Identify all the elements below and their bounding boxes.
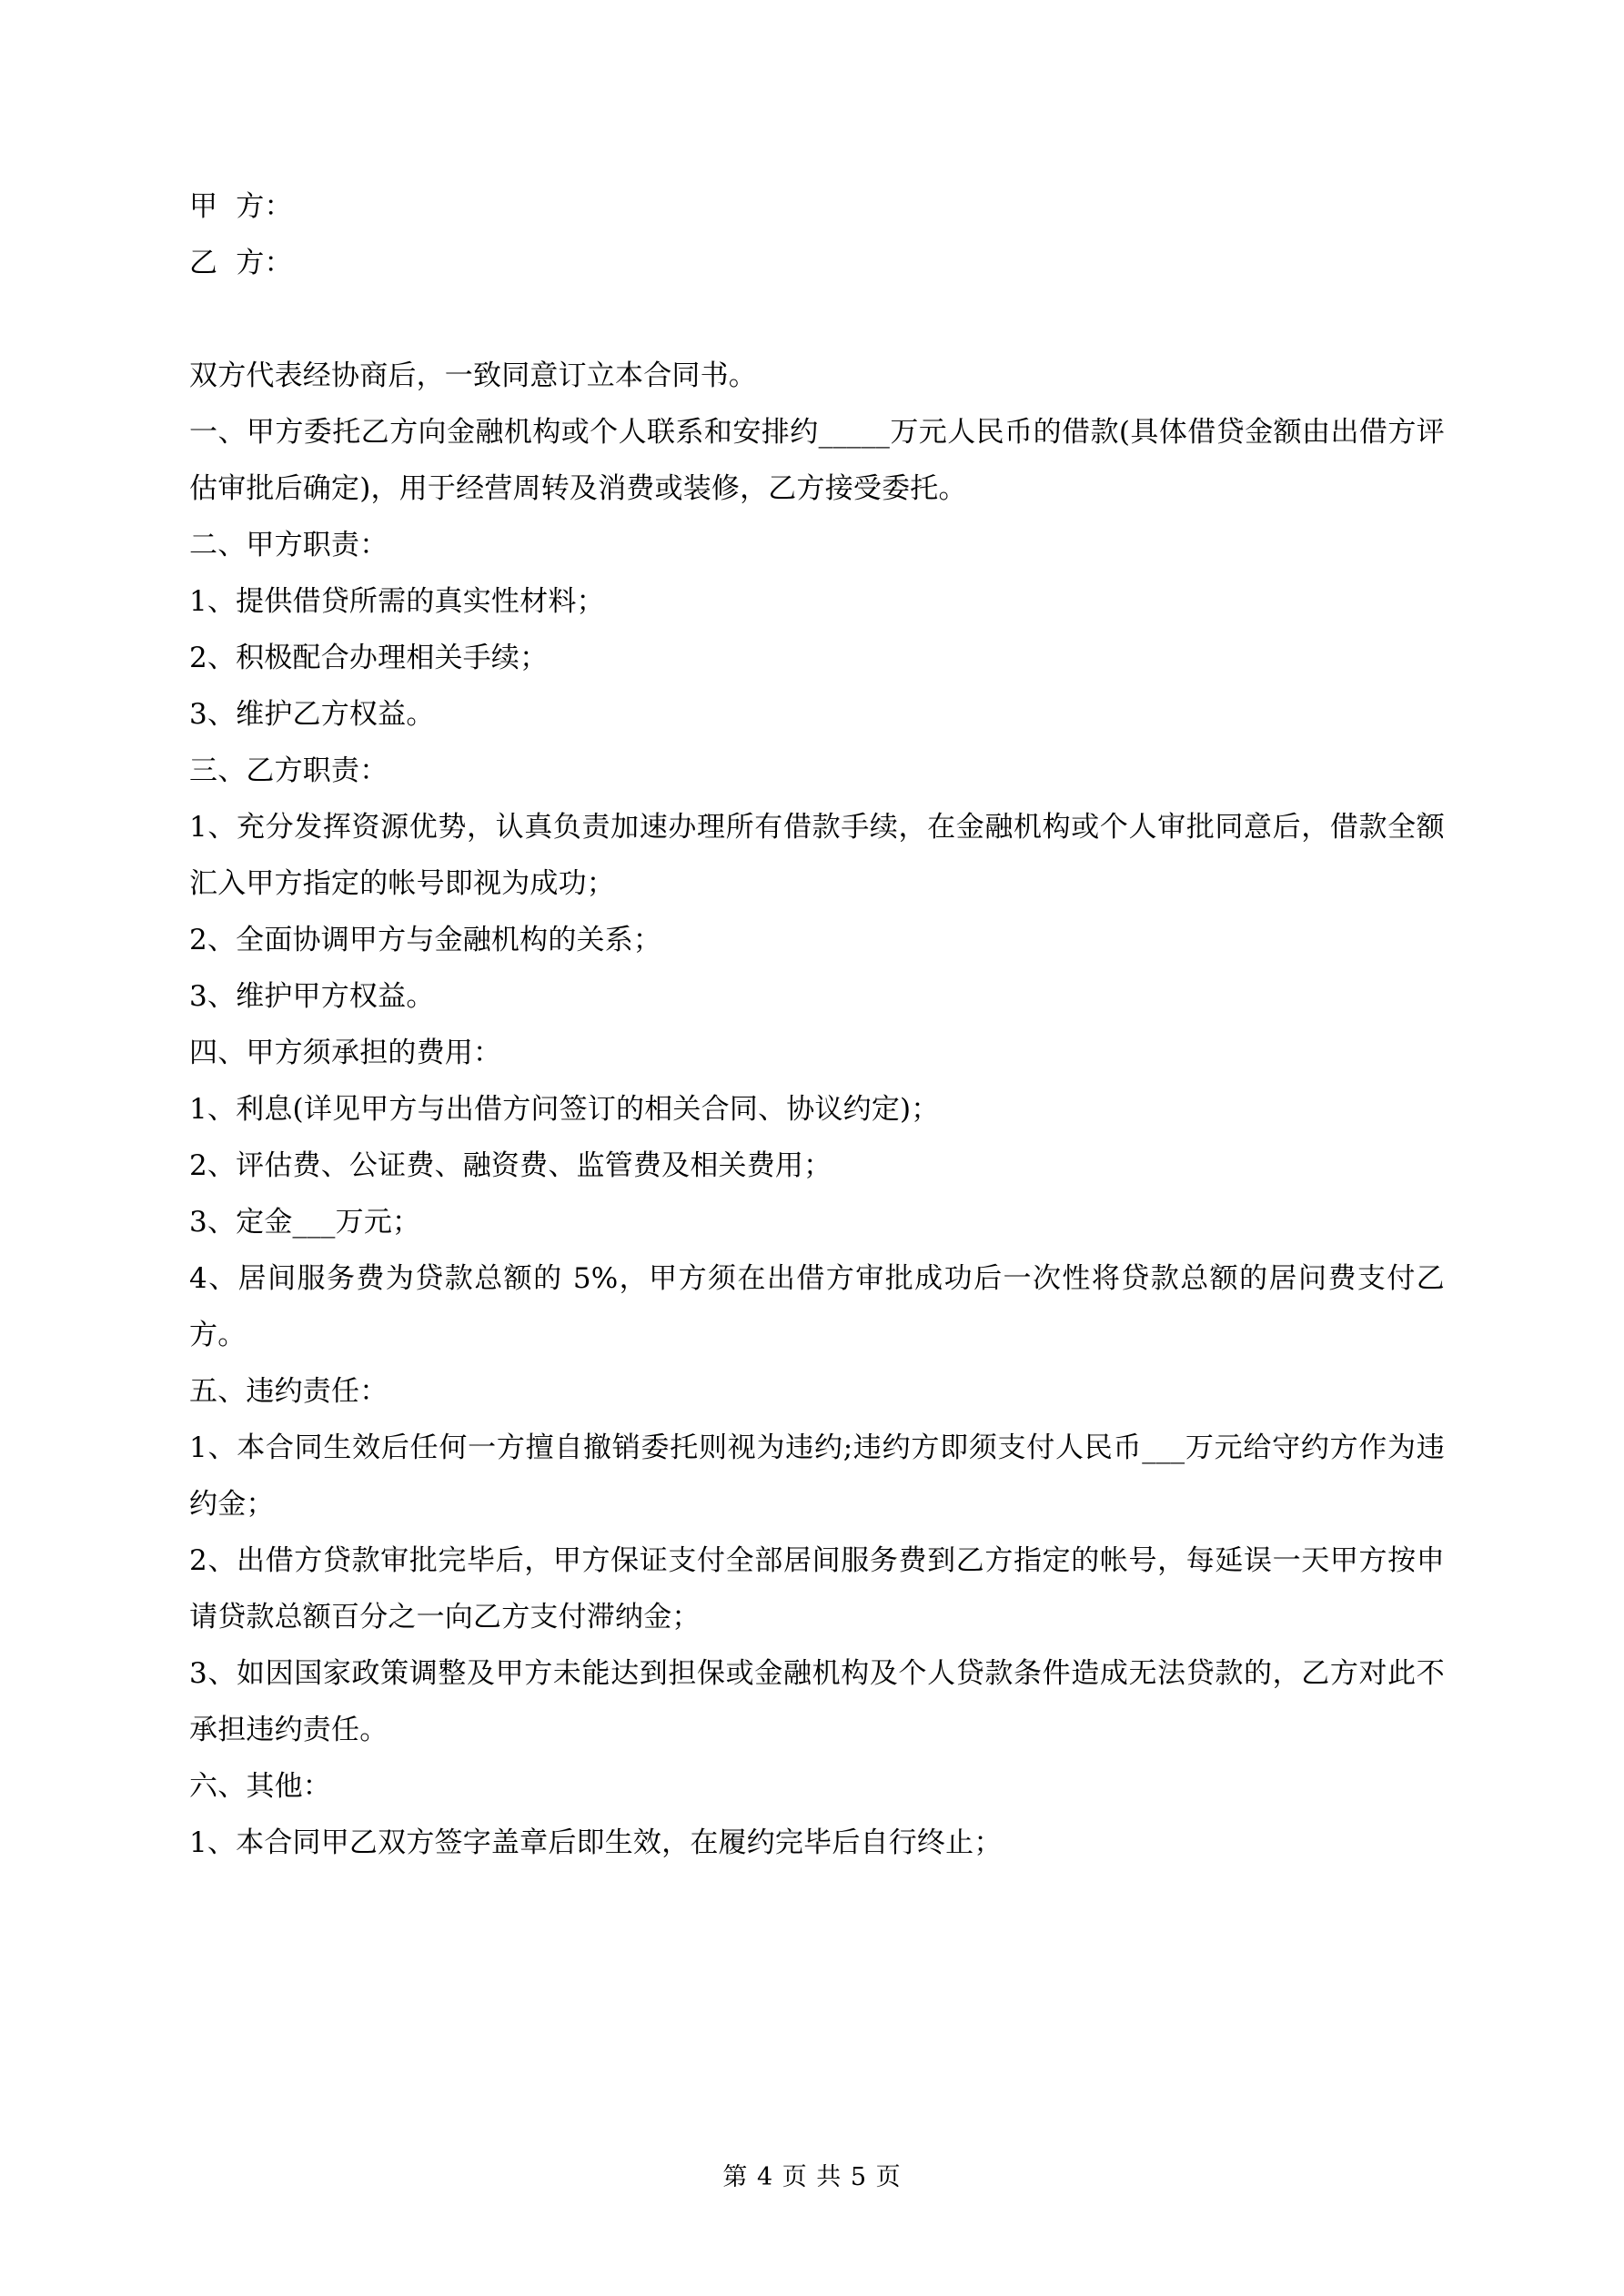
- clause-4-item-4: 4、居间服务费为贷款总额的 5%，甲方须在出借方审批成功后一次性将贷款总额的居问费支付乙方。: [189, 1262, 1445, 1351]
- intro-paragraph: 双方代表经协商后，一致同意订立本合同书。: [189, 359, 757, 392]
- page-footer: 第 4 页 共 5 页: [722, 2163, 902, 2191]
- clause-5-item-2: 2、出借方贷款审批完毕后，甲方保证支付全部居间服务费到乙方指定的帐号，每延误一天甲方按申请贷款总额百分之一向乙方支付滞纳金；: [189, 1544, 1445, 1633]
- clause-5-item-1: 1、本合同生效后任何一方擅自撤销委托则视为违约;违约方即须支付人民币___万元给守约方作为违约金；: [189, 1431, 1445, 1521]
- clause-4-item-1: 1、利息(详见甲方与出借方问签订的相关合同、协议约定)；: [189, 1093, 940, 1126]
- document-body: [189, 178, 1445, 1871]
- clause-4-item-2: 2、评估费、公证费、融资费、监管费及相关费用；: [189, 1149, 832, 1182]
- clause-6-item-1: 1、本合同甲乙双方签字盖章后即生效，在履约完毕后自行终止；: [189, 1826, 1003, 1859]
- clause-1: 一、甲方委托乙方向金融机构或个人联系和安排约_____万元人民币的借款(具体借贷金额由出借方评估审批后确定)，用于经营周转及消费或装修，乙方接受委托。: [189, 416, 1445, 505]
- party-b-line: 乙 方：: [189, 247, 293, 279]
- clause-5-heading: 五、违约责任：: [189, 1375, 388, 1408]
- clause-3-item-1: 1、充分发挥资源优势，认真负责加速办理所有借款手续，在金融机构或个人审批同意后，借款全额汇入甲方指定的帐号即视为成功；: [189, 811, 1445, 900]
- clause-2-item-3: 3、维护乙方权益。: [189, 698, 435, 731]
- paragraph-spacer: [189, 291, 1445, 348]
- clause-4-heading: 四、甲方须承担的费用：: [189, 1037, 502, 1069]
- party-a-line: 甲 方：: [189, 190, 293, 223]
- clause-2-item-1: 1、提供借贷所需的真实性材料；: [189, 585, 605, 618]
- clause-2-item-2: 2、积极配合办理相关手续；: [189, 642, 549, 674]
- clause-5-item-3: 3、如因国家政策调整及甲方未能达到担保或金融机构及个人贷款条件造成无法贷款的，乙方对此不承担违约责任。: [189, 1657, 1445, 1746]
- clause-6-heading: 六、其他：: [189, 1770, 331, 1803]
- clause-3-item-2: 2、全面协调甲方与金融机构的关系；: [189, 924, 662, 956]
- clause-4-item-3: 3、定金___万元；: [189, 1206, 421, 1239]
- clause-3-item-3: 3、维护甲方权益。: [189, 980, 435, 1013]
- clause-2-heading: 二、甲方职责：: [189, 529, 388, 561]
- clause-3-heading: 三、乙方职责：: [189, 754, 388, 787]
